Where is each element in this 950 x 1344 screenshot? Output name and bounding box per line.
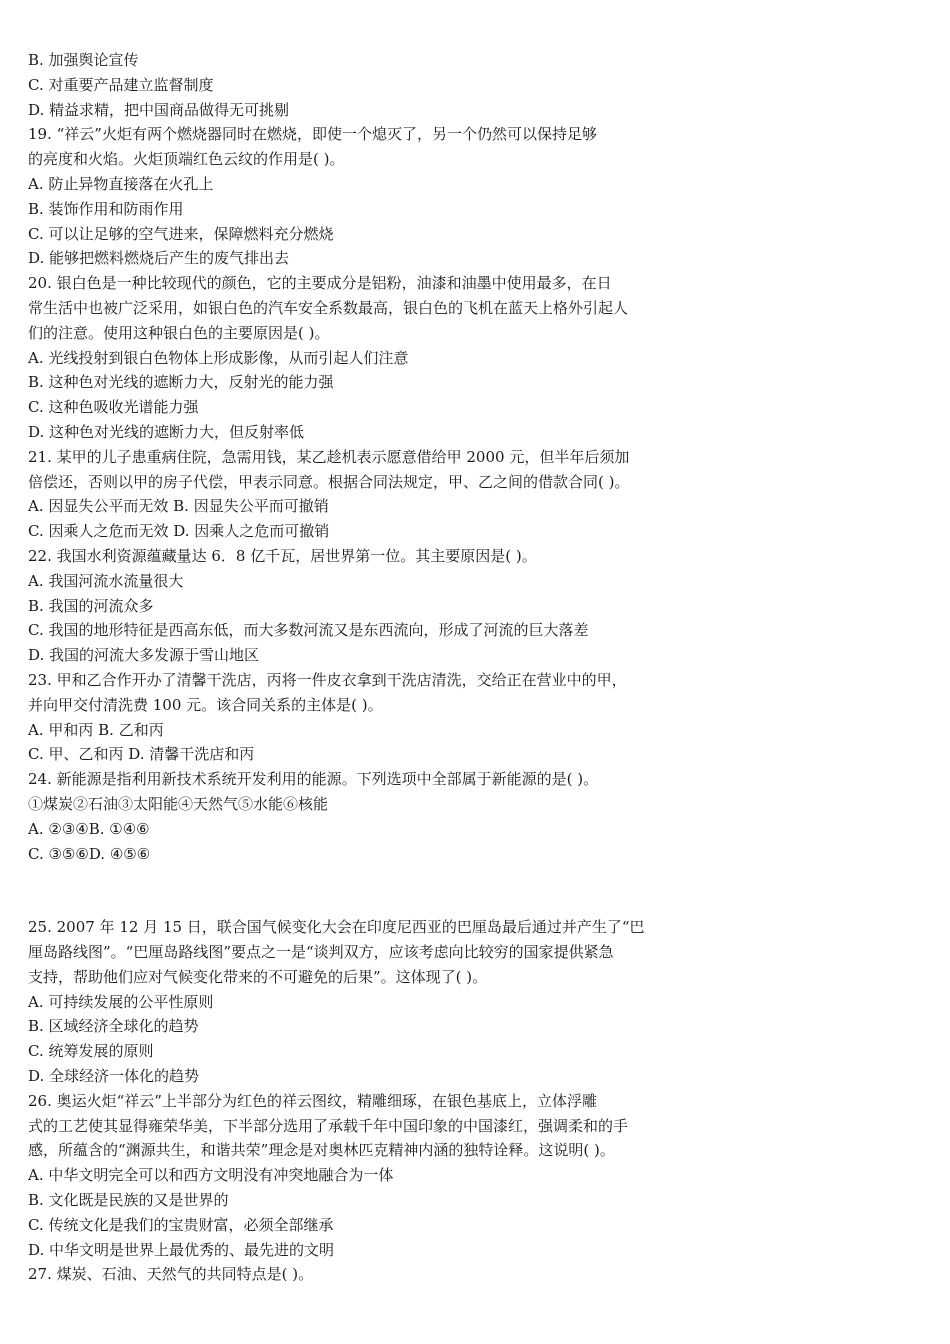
text-line: D. 精益求精，把中国商品做得无可挑剔 [28, 100, 290, 119]
text-line: ①煤炭②石油③太阳能④天然气⑤水能⑥核能 [28, 794, 329, 813]
text-block-1 [28, 48, 718, 866]
text-line: C. 传统文化是我们的宝贵财富，必须全部继承 [28, 1215, 334, 1234]
question-21: 21. 某甲的儿子患重病住院，急需用钱，某乙趁机表示愿意借给甲 2000 元，但半年后须加 [28, 447, 630, 466]
question-27: 27. 煤炭、石油、天然气的共同特点是( )。 [28, 1265, 314, 1284]
text-line: A. 光线投射到银白色物体上形成影像，从而引起人们注意 [28, 348, 409, 367]
text-line: A. 防止异物直接落在火孔上 [28, 174, 214, 193]
text-line: C. 甲、乙和丙 D. 清馨干洗店和丙 [28, 745, 255, 764]
question-25: 25. 2007 年 12 月 15 日，联合国气候变化大会在印度尼西亚的巴厘岛最后通过并产生了“巴 [28, 918, 645, 937]
text-line: A. 我国河流水流量很大 [28, 571, 184, 590]
question-20: 20. 银白色是一种比较现代的颜色，它的主要成分是铝粉，油漆和油墨中使用最多，在日 [28, 274, 612, 293]
text-line: B. 这种色对光线的遮断力大，反射光的能力强 [28, 373, 334, 392]
text-line: C. 可以让足够的空气进来，保障燃料充分燃烧 [28, 224, 334, 243]
text-line: 感，所蕴含的“渊源共生，和谐共荣”理念是对奥林匹克精神内涵的独特诠释。这说明( )。 [28, 1141, 615, 1160]
text-line: D. 我国的河流大多发源于雪山地区 [28, 646, 260, 665]
text-line: A. 中华文明完全可以和西方文明没有冲突地融合为一体 [28, 1166, 394, 1185]
text-line: D. 全球经济一体化的趋势 [28, 1067, 200, 1086]
text-line: 的亮度和火焰。火炬顶端红色云纹的作用是( )。 [28, 150, 345, 169]
text-line: D. 能够把燃料燃烧后产生的废气排出去 [28, 249, 290, 268]
text-line: A. 甲和丙 B. 乙和丙 [28, 720, 164, 739]
blank-gap [28, 866, 718, 915]
text-line: C. 对重要产品建立监督制度 [28, 75, 214, 94]
text-line: A. 因显失公平而无效 B. 因显失公平而可撤销 [28, 497, 329, 516]
text-line: A. ②③④B. ①④⑥ [28, 819, 150, 838]
text-line: D. 中华文明是世界上最优秀的、最先进的文明 [28, 1240, 335, 1259]
text-line: B. 区域经济全球化的趋势 [28, 1017, 199, 1036]
text-line: 支持，帮助他们应对气候变化带来的不可避免的后果”。这体现了( )。 [28, 967, 488, 986]
text-line: 式的工艺使其显得雍荣华美，下半部分选用了承载千年中国印象的中国漆红，强调柔和的手 [28, 1116, 629, 1135]
question-26: 26. 奥运火炬“祥云”上半部分为红色的祥云图纹，精雕细琢，在银色基底上，立体浮雕 [28, 1091, 597, 1110]
question-19: 19. “祥云”火炬有两个燃烧器同时在燃烧，即使一个熄灭了，另一个仍然可以保持足够 [28, 125, 597, 144]
text-line: B. 装饰作用和防雨作用 [28, 199, 184, 218]
text-line: 倍偿还，否则以甲的房子代偿，甲表示同意。根据合同法规定，甲、乙之间的借款合同( )。 [28, 472, 630, 491]
text-line: C. 因乘人之危而无效 D. 因乘人之危而可撤销 [28, 522, 330, 541]
question-22: 22. 我国水利资源蕴藏量达 6．8 亿千瓦，居世界第一位。其主要原因是( )。 [28, 546, 537, 565]
text-line: C. 我国的地形特征是西高东低，而大多数河流又是东西流向，形成了河流的巨大落差 [28, 621, 589, 640]
text-line: C. 这种色吸收光谱能力强 [28, 398, 199, 417]
text-line: 常生活中也被广泛采用，如银白色的汽车安全系数最高，银白色的飞机在蓝天上格外引起人 [28, 298, 629, 317]
text-line: A. 可持续发展的公平性原则 [28, 992, 214, 1011]
text-line: C. 统筹发展的原则 [28, 1042, 154, 1061]
text-block-2 [28, 915, 718, 1287]
question-24: 24. 新能源是指利用新技术系统开发利用的能源。下列选项中全部属于新能源的是( )。 [28, 770, 599, 789]
text-line: 并向甲交付清洗费 100 元。该合同关系的主体是( )。 [28, 695, 383, 714]
text-line: B. 我国的河流众多 [28, 596, 154, 615]
text-line: 厘岛路线图”。“巴厘岛路线图”要点之一是“谈判双方，应该考虑向比较穷的国家提供紧急 [28, 943, 614, 962]
text-line: 们的注意。使用这种银白色的主要原因是( )。 [28, 323, 330, 342]
question-23: 23. 甲和乙合作开办了清馨干洗店，丙将一件皮衣拿到干洗店清洗，交给正在营业中的甲， [28, 670, 627, 689]
text-line: D. 这种色对光线的遮断力大，但反射率低 [28, 422, 305, 441]
text-line: B. 加强舆论宣传 [28, 51, 139, 69]
document-page [28, 48, 718, 1287]
text-line: B. 文化既是民族的又是世界的 [28, 1191, 229, 1210]
text-line: C. ③⑤⑥D. ④⑤⑥ [28, 844, 151, 863]
